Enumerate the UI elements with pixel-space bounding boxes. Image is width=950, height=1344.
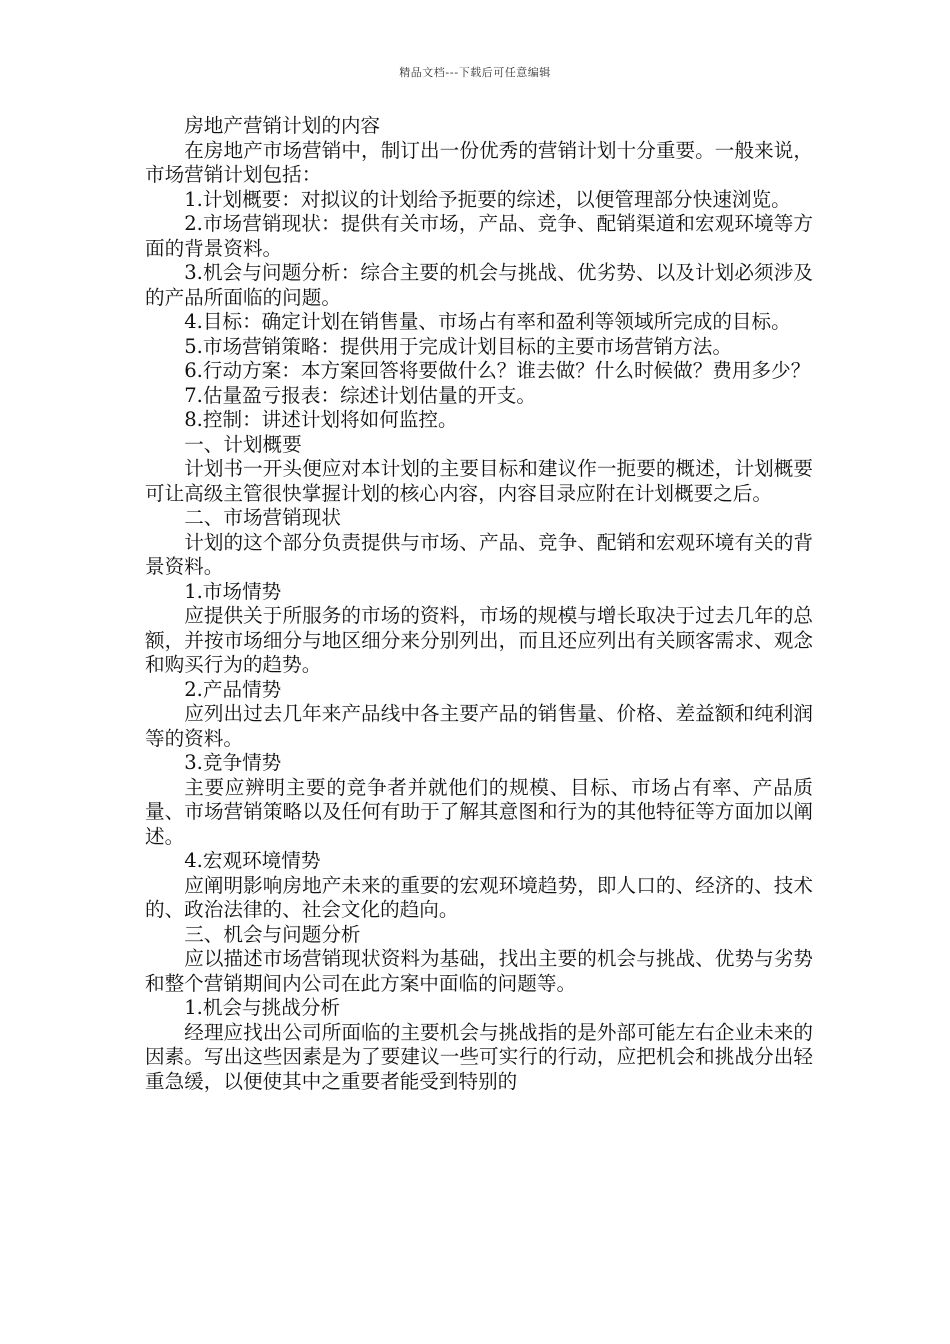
list-item: 5.市场营销策略：提供用于完成计划目标的主要市场营销方法。: [184, 334, 732, 358]
paragraph: 应提供关于所服务的市场的资料，市场的规模与增长取决于过去几年的总额，并按市场细分与地区细分来分别列出，而且还应列出有关顾客需求、观念和购买行为的趋势。: [145, 604, 813, 676]
list-item: 3.机会与问题分析：综合主要的机会与挑战、优劣势、以及计划必须涉及的产品所面临的问题。: [145, 261, 813, 309]
list-item: 6.行动方案：本方案回答将要做什么？谁去做？什么时候做？费用多少？: [184, 359, 811, 382]
paragraph: 主要应辨明主要的竞争者并就他们的规模、目标、市场占有率、产品质量、市场营销策略以及任何有助于了解其意图和行为的其他特征等方面加以阐述。: [145, 775, 813, 848]
list-item: 7.估量盈亏报表：综述计划估量的开支。: [184, 383, 536, 407]
section-heading: 二、市场营销现状: [184, 506, 341, 529]
paragraph: 计划书一开头便应对本计划的主要目标和建议作一扼要的概述，计划概要可让高级主管很快掌握计划的核心内容，内容目录应附在计划概要之后。: [145, 457, 813, 505]
subsection-heading: 3.竞争情势: [184, 751, 282, 774]
paragraph: 在房地产市场营销中，制订出一份优秀的营销计划十分重要。一般来说，市场营销计划包括：: [145, 138, 813, 186]
paragraph: 应阐明影响房地产未来的重要的宏观环境趋势，即人口的、经济的、技术的、政治法律的、社会文化的趋向。: [145, 873, 813, 921]
section-heading: 三、机会与问题分析: [184, 922, 361, 946]
section-heading: 一、计划概要: [184, 432, 302, 456]
document-body: [145, 114, 813, 1094]
paragraph: 应以描述市场营销现状资料为基础，找出主要的机会与挑战、优势与劣势和整个营销期间内公司在此方案中面临的问题等。: [145, 947, 813, 995]
list-item: 1.计划概要：对拟议的计划给予扼要的综述，以便管理部分快速浏览。: [184, 187, 791, 211]
list-item: 2.市场营销现状：提供有关市场，产品、竞争、配销渠道和宏观环境等方面的背景资料。: [145, 212, 813, 260]
paragraph: 应列出过去几年来产品线中各主要产品的销售量、价格、差益额和纯利润等的资料。: [145, 702, 813, 750]
subsection-heading: 2.产品情势: [184, 677, 282, 701]
subsection-heading: 1.机会与挑战分析: [184, 996, 341, 1019]
paragraph: 计划的这个部分负责提供与市场、产品、竞争、配销和宏观环境有关的背景资料。: [145, 530, 813, 578]
subsection-heading: 4.宏观环境情势: [184, 849, 321, 872]
document-title: 房地产营销计划的内容: [184, 114, 381, 137]
paragraph: 经理应找出公司所面临的主要机会与挑战指的是外部可能左右企业未来的因素。写出这些因素是为了要建议一些可实行的行动，应把机会和挑战分出轻重急缓，以便使其中之重要者能受到特别的: [145, 1020, 813, 1093]
list-item: 4.目标：确定计划在销售量、市场占有率和盈利等领域所完成的目标。: [184, 310, 791, 333]
page-header: 精品文档---下载后可任意编辑: [399, 66, 551, 79]
list-item: 8.控制：讲述计划将如何监控。: [184, 408, 458, 431]
subsection-heading: 1.市场情势: [184, 579, 282, 603]
